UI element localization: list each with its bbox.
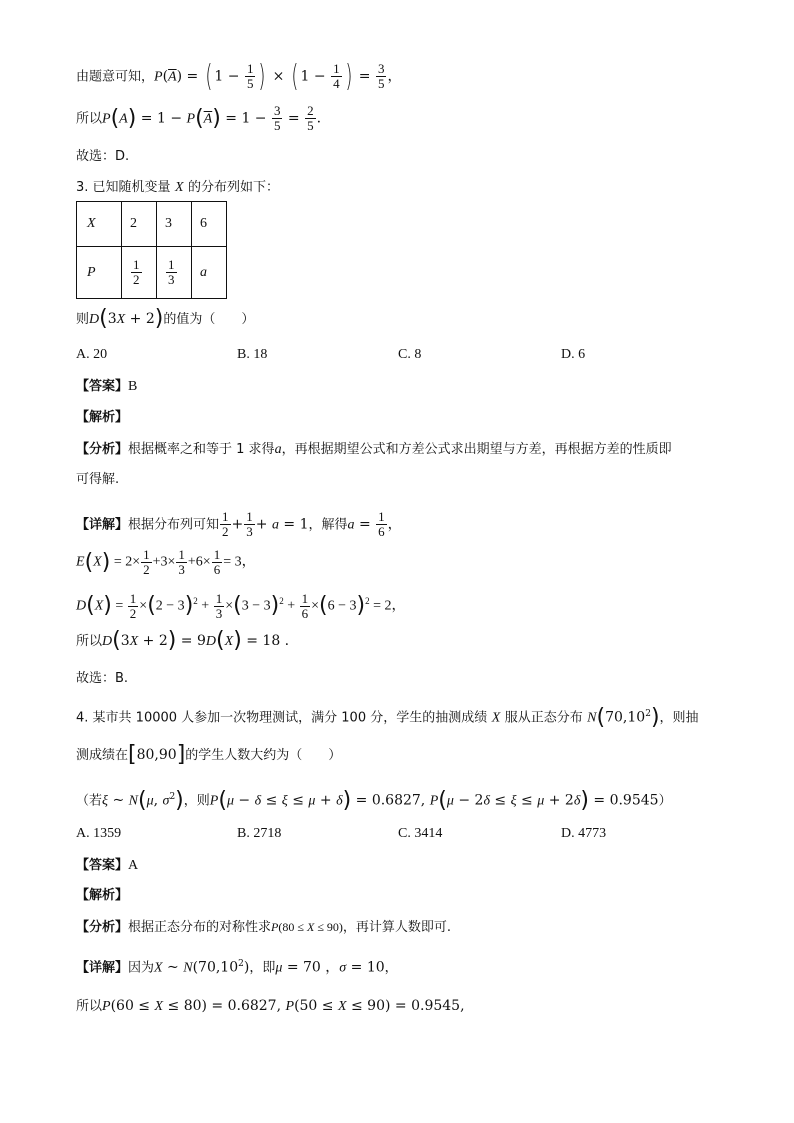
question-4-line-2: 测成绩在[80,90]的学生人数大约为（ ） xyxy=(76,742,342,767)
final-line-q4: 所以P(60 ≤ X ≤ 80) = 0.6827, P(50 ≤ X ≤ 90) = 0.9545, xyxy=(76,998,465,1014)
line-prob-a: 所以$P(A) = 1 - P(\overline{A}) = 1$ − $\frac{3}{5}$ = $\frac{2}{5}$ . xyxy=(76,103,322,133)
choice-d-line: 故选：D. xyxy=(76,149,130,164)
analysis-label: 【解析】 xyxy=(76,410,129,425)
answer-line: 【答案】B xyxy=(76,379,138,394)
analysis-line: 【分析】根据概率之和等于 1 求得a，再根据期望公式和方差公式求出期望与方差，再根据方差的性质即 xyxy=(76,442,672,457)
analysis-line-2: 可得解. xyxy=(76,472,120,487)
table-cell: $\frac{1}{3}$ xyxy=(157,247,192,299)
line-prob-complement: 由题意可知，$P(\overline{A})$ = ( 1 − $\frac{1}{5}$ ) × ( 1 − $\frac{1}{4}$ ) = $\frac{3}{5}$ ， xyxy=(76,58,402,94)
table-row xyxy=(77,247,227,299)
question-3-options xyxy=(76,345,716,365)
answer-line-q4: 【答案】A xyxy=(76,858,139,873)
table-cell: a xyxy=(192,247,227,299)
table-cell: P xyxy=(77,247,122,299)
choice-b-line: 故选：B. xyxy=(76,671,129,686)
option-c[interactable]: C. 8 xyxy=(398,347,422,362)
analysis-label-q4: 【解析】 xyxy=(76,888,129,903)
detail-line: 【详解】根据分布列可知 $\frac{1}{2}$ + $\frac{1}{3}$ + a = 1，解得a = $\frac{1}{6}$ ， xyxy=(76,509,402,539)
table-cell: X xyxy=(77,202,122,247)
table-cell: 2 xyxy=(122,202,157,247)
table-row xyxy=(77,202,227,247)
table-cell: $\frac{1}{2}$ xyxy=(122,247,157,299)
option-c[interactable]: C. 3414 xyxy=(398,826,443,841)
question-4-hint: （若ξ ~ N(μ, $\sigma^2$)，则P(μ − δ ≤ ξ ≤ μ + δ) = 0.6827, P(μ − 2δ ≤ ξ ≤ μ + 2δ) = 0.9545） xyxy=(76,787,672,813)
result-line: 所以D(3X + 2) = 9D(X) = 18 . xyxy=(76,628,290,653)
option-a[interactable]: A. 20 xyxy=(76,347,108,362)
question-4-options xyxy=(76,824,716,844)
detail-line-q4: 【详解】因为X ~ N(70,10$^2$)，即μ = 70 ，σ = 10， xyxy=(76,959,398,976)
question-4-line-1: 4. 某市共 10000 人参加一次物理测试，满分 100 分，学生的抽测成绩 X 服从正态分布 N(70,10$^2$)，则抽 xyxy=(76,704,699,730)
question-3-stem: 则D(3X + 2)的值为（ ） xyxy=(76,306,255,331)
table-cell: 3 xyxy=(157,202,192,247)
option-d[interactable]: D. 4773 xyxy=(561,826,607,841)
option-a[interactable]: A. 1359 xyxy=(76,826,122,841)
distribution-table xyxy=(76,201,227,299)
analysis-line-q4: 【分析】根据正态分布的对称性求P(80 ≤ X ≤ 90)，再计算人数即可. xyxy=(76,920,452,935)
table-cell: 6 xyxy=(192,202,227,247)
question-3-title: 3. 已知随机变量 X 的分布列如下： xyxy=(76,180,280,195)
option-d[interactable]: D. 6 xyxy=(561,347,586,362)
option-b[interactable]: B. 18 xyxy=(237,347,268,362)
expectation-line: E(X) = 2× $\frac{1}{2}$ +3× $\frac{1}{3}$ +6× $\frac{1}{6}$ = 3， xyxy=(76,547,256,577)
variance-line: D(X) = $\frac{1}{2}$ $\times(2 - 3)^2$ + $\frac{1}{3}$ $\times(3 - 3)^2$ + $\frac{1}{6}$ $\times(6 - 3)^2 = 2$， xyxy=(76,590,406,621)
option-b[interactable]: B. 2718 xyxy=(237,826,282,841)
